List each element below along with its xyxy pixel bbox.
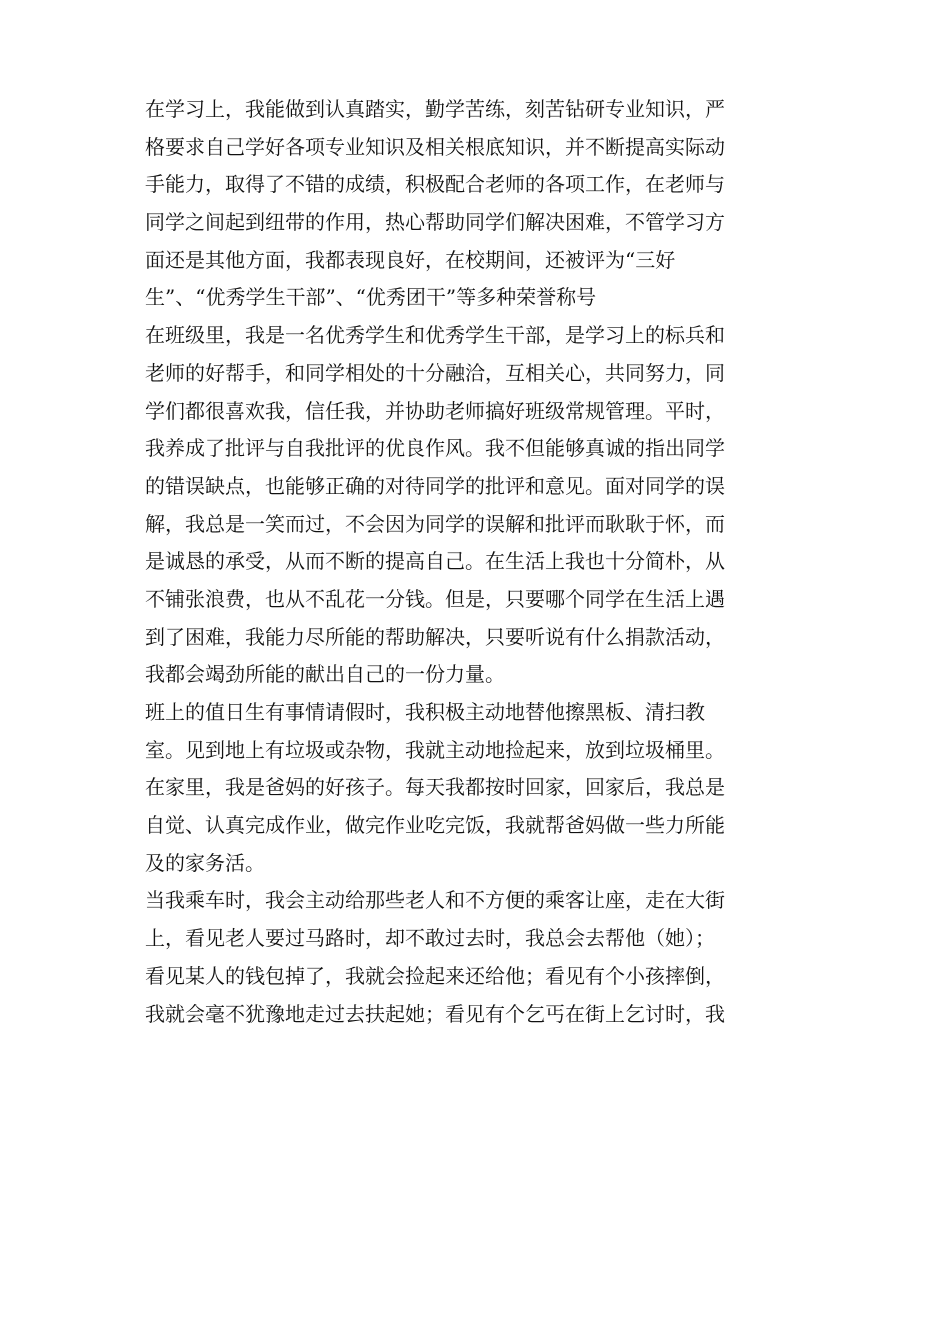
text-line: 在家里，我是爸妈的好孩子。每天我都按时回家，回家后，我总是: [145, 775, 725, 800]
body-text: [145, 91, 805, 1033]
text-line: 生”、“优秀学生干部”、“优秀团干”等多种荣誉称号: [145, 285, 597, 310]
text-line: 不铺张浪费，也从不乱花一分钱。但是，只要哪个同学在生活上遇: [145, 586, 725, 611]
text-line: 我养成了批评与自我批评的优良作风。我不但能够真诚的指出同学: [145, 436, 725, 461]
text-line: 看见某人的钱包掉了，我就会捡起来还给他；看见有个小孩摔倒，: [145, 963, 725, 988]
text-line: 是诚恳的承受，从而不断的提高自己。在生活上我也十分简朴，从: [145, 549, 725, 574]
text-line: 上，看见老人要过马路时，却不敢过去时，我总会去帮他（她）；: [145, 926, 715, 951]
text-line: 同学之间起到纽带的作用，热心帮助同学们解决困难，不管学习方: [145, 210, 725, 235]
text-line: 班上的值日生有事情请假时，我积极主动地替他擦黑板、清扫教: [145, 700, 705, 724]
text-line: 学们都很喜欢我，信任我，并协助老师搞好班级常规管理。平时，: [145, 398, 725, 423]
text-line: 的错误缺点，也能够正确的对待同学的批评和意见。面对同学的误: [145, 473, 725, 498]
text-line: 我就会毫不犹豫地走过去扶起她；看见有个乞丐在街上乞讨时，我: [145, 1001, 725, 1026]
text-line: 及的家务活。: [145, 850, 265, 875]
text-line: 在学习上，我能做到认真踏实，勤学苦练，刻苦钻研专业知识，严: [145, 97, 725, 121]
text-line: 到了困难，我能力尽所能的帮助解决，只要听说有什么捐款活动，: [145, 624, 725, 649]
text-line: 当我乘车时，我会主动给那些老人和不方便的乘客让座，走在大街: [145, 888, 725, 913]
text-line: 室。见到地上有垃圾或杂物，我就主动地捡起来，放到垃圾桶里。: [145, 737, 725, 762]
text-line: 我都会竭劲所能的献出自己的一份力量。: [145, 662, 505, 687]
text-line: 解，我总是一笑而过，不会因为同学的误解和批评而耿耿于怀，而: [145, 511, 725, 536]
text-line: 面还是其他方面，我都表现良好，在校期间，还被评为“三好: [145, 247, 676, 272]
text-line: 自觉、认真完成作业，做完作业吃完饭，我就帮爸妈做一些力所能: [145, 813, 725, 838]
text-line: 老师的好帮手，和同学相处的十分融洽，互相关心，共同努力，同: [145, 360, 725, 385]
text-line: 手能力，取得了不错的成绩，积极配合老师的各项工作，在老师与: [145, 172, 725, 197]
text-line: 格要求自己学好各项专业知识及相关根底知识，并不断提高实际动: [145, 134, 725, 159]
text-line: 在班级里，我是一名优秀学生和优秀学生干部，是学习上的标兵和: [145, 323, 725, 348]
